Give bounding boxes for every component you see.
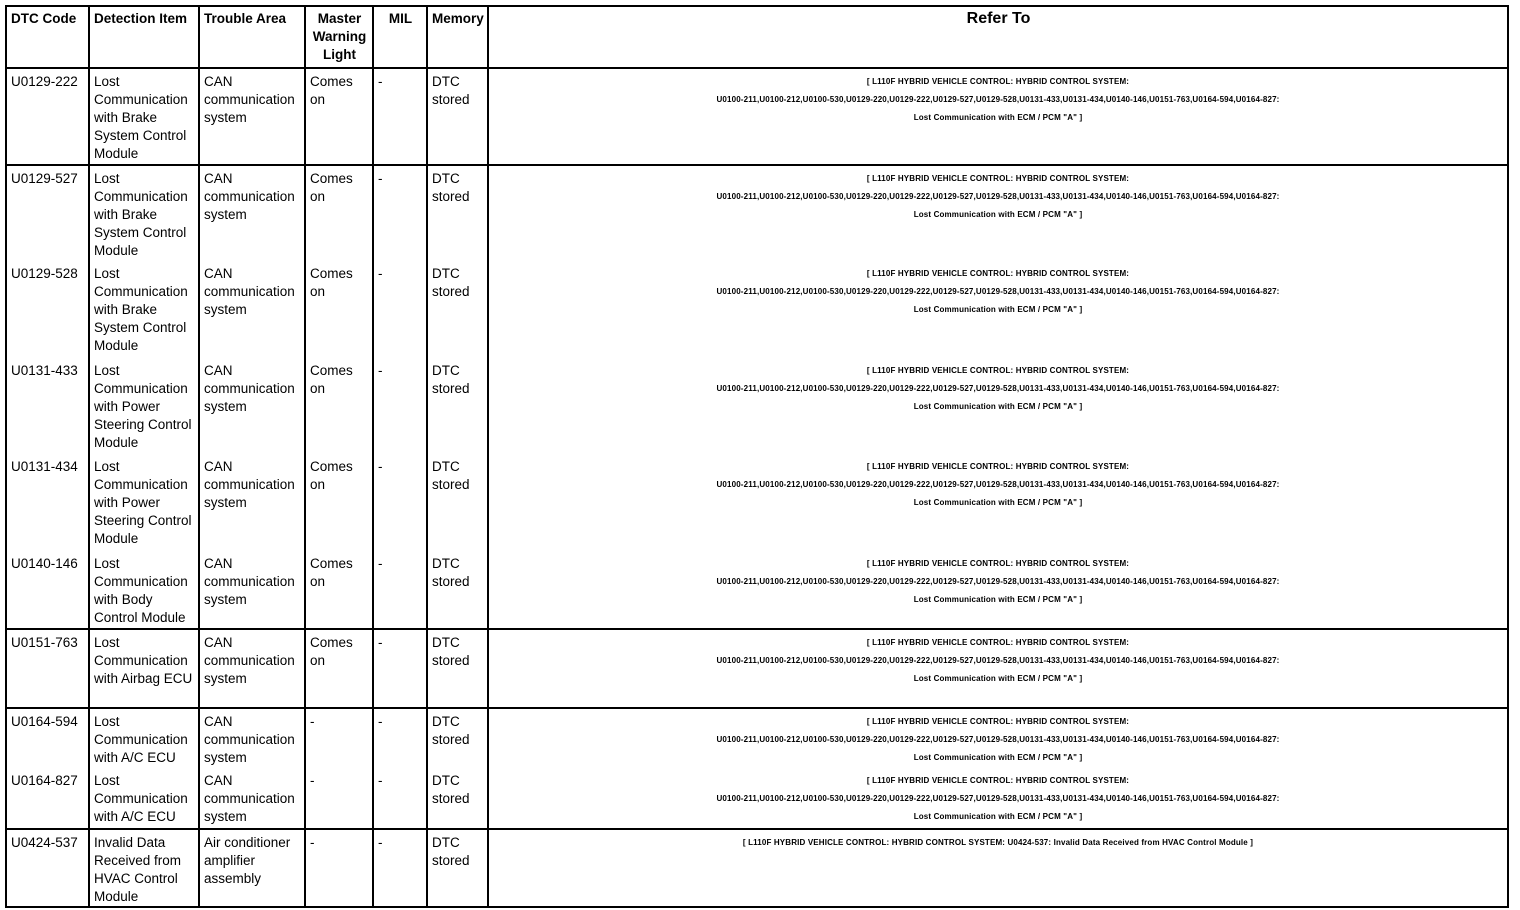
refer-line-1: [ L110F HYBRID VEHICLE CONTROL: HYBRID CONTROL SYSTEM: [866, 559, 1130, 568]
dtc-code: U0140-146 [6, 551, 89, 629]
memory-value: DTC stored [427, 829, 488, 907]
detection-item: Invalid Data Received from HVAC Control Module [89, 829, 199, 907]
table-row [6, 629, 1508, 708]
refer-line-2: U0100-211,U0100-212,U0100-530,U0129-220,U0129-222,U0129-527,U0129-528,U0131-433,U0131-434,U0140-146,U0151-763,U0164-594,U0164-827: [716, 95, 1280, 104]
refer-to-link[interactable] [488, 708, 1508, 768]
trouble-area: CAN communication system [199, 68, 305, 165]
refer-line-3: Lost Communication with ECM / PCM "A" ] [913, 498, 1083, 507]
memory-value: DTC stored [427, 358, 488, 454]
refer-to-link[interactable] [488, 68, 1508, 165]
refer-line-3: Lost Communication with ECM / PCM "A" ] [913, 595, 1083, 604]
dtc-table [5, 5, 1509, 908]
dtc-code: U0129-527 [6, 165, 89, 261]
trouble-area: CAN communication system [199, 629, 305, 708]
refer-line-3: Lost Communication with ECM / PCM "A" ] [913, 812, 1083, 821]
detection-item: Lost Communication with Power Steering Control Module [89, 454, 199, 551]
table-row [6, 829, 1508, 907]
memory-value: DTC stored [427, 68, 488, 165]
refer-to-link[interactable] [488, 551, 1508, 629]
dtc-code: U0129-528 [6, 261, 89, 358]
refer-line-1: [ L110F HYBRID VEHICLE CONTROL: HYBRID CONTROL SYSTEM: [866, 776, 1130, 785]
table-row [6, 358, 1508, 454]
header-refer-to: Refer To [488, 6, 1508, 68]
refer-line-1: [ L110F HYBRID VEHICLE CONTROL: HYBRID CONTROL SYSTEM: [866, 638, 1130, 647]
dtc-code: U0131-434 [6, 454, 89, 551]
refer-line-single: [ L110F HYBRID VEHICLE CONTROL: HYBRID CONTROL SYSTEM: U0424-537: Invalid Data Received from HVAC Control Module ] [742, 838, 1254, 847]
mil-value: - [373, 358, 427, 454]
header-dtc-code: DTC Code [6, 6, 89, 68]
detection-item: Lost Communication with Brake System Control Module [89, 68, 199, 165]
refer-to-link[interactable] [488, 629, 1508, 708]
mil-value: - [373, 551, 427, 629]
memory-value: DTC stored [427, 165, 488, 261]
header-master-warning-light: Master Warning Light [305, 6, 373, 68]
detection-item: Lost Communication with A/C ECU [89, 708, 199, 768]
trouble-area: CAN communication system [199, 708, 305, 768]
refer-to-link[interactable] [488, 768, 1508, 829]
mil-value: - [373, 629, 427, 708]
table-row [6, 551, 1508, 629]
refer-line-1: [ L110F HYBRID VEHICLE CONTROL: HYBRID CONTROL SYSTEM: [866, 77, 1130, 86]
detection-item: Lost Communication with Airbag ECU [89, 629, 199, 708]
mil-value: - [373, 768, 427, 829]
header-row [6, 6, 1508, 68]
master-warning-light: Comes on [305, 261, 373, 358]
dtc-code: U0151-763 [6, 629, 89, 708]
detection-item: Lost Communication with Power Steering Control Module [89, 358, 199, 454]
refer-line-2: U0100-211,U0100-212,U0100-530,U0129-220,U0129-222,U0129-527,U0129-528,U0131-433,U0131-434,U0140-146,U0151-763,U0164-594,U0164-827: [716, 384, 1280, 393]
refer-line-3: Lost Communication with ECM / PCM "A" ] [913, 305, 1083, 314]
refer-line-1: [ L110F HYBRID VEHICLE CONTROL: HYBRID CONTROL SYSTEM: [866, 366, 1130, 375]
refer-to-link[interactable] [488, 165, 1508, 261]
table-row [6, 454, 1508, 551]
dtc-code: U0164-827 [6, 768, 89, 829]
header-memory: Memory [427, 6, 488, 68]
trouble-area: CAN communication system [199, 358, 305, 454]
table-row [6, 768, 1508, 829]
header-detection-item: Detection Item [89, 6, 199, 68]
memory-value: DTC stored [427, 629, 488, 708]
dtc-code: U0424-537 [6, 829, 89, 907]
header-mil: MIL [373, 6, 427, 68]
refer-line-1: [ L110F HYBRID VEHICLE CONTROL: HYBRID CONTROL SYSTEM: [866, 269, 1130, 278]
table-row [6, 261, 1508, 358]
table-row [6, 68, 1508, 165]
master-warning-light: - [305, 768, 373, 829]
refer-to-link[interactable] [488, 829, 1508, 907]
refer-to-link[interactable] [488, 261, 1508, 358]
detection-item: Lost Communication with Body Control Module [89, 551, 199, 629]
memory-value: DTC stored [427, 768, 488, 829]
refer-line-2: U0100-211,U0100-212,U0100-530,U0129-220,U0129-222,U0129-527,U0129-528,U0131-433,U0131-434,U0140-146,U0151-763,U0164-594,U0164-827: [716, 656, 1280, 665]
trouble-area: Air conditioner amplifier assembly [199, 829, 305, 907]
refer-line-3: Lost Communication with ECM / PCM "A" ] [913, 210, 1083, 219]
mil-value: - [373, 454, 427, 551]
refer-line-2: U0100-211,U0100-212,U0100-530,U0129-220,U0129-222,U0129-527,U0129-528,U0131-433,U0131-434,U0140-146,U0151-763,U0164-594,U0164-827: [716, 192, 1280, 201]
trouble-area: CAN communication system [199, 165, 305, 261]
mil-value: - [373, 165, 427, 261]
master-warning-light: Comes on [305, 551, 373, 629]
mil-value: - [373, 68, 427, 165]
refer-line-1: [ L110F HYBRID VEHICLE CONTROL: HYBRID CONTROL SYSTEM: [866, 717, 1130, 726]
master-warning-light: - [305, 708, 373, 768]
detection-item: Lost Communication with Brake System Control Module [89, 261, 199, 358]
memory-value: DTC stored [427, 551, 488, 629]
mil-value: - [373, 708, 427, 768]
master-warning-light: Comes on [305, 454, 373, 551]
master-warning-light: Comes on [305, 358, 373, 454]
trouble-area: CAN communication system [199, 768, 305, 829]
refer-line-3: Lost Communication with ECM / PCM "A" ] [913, 402, 1083, 411]
detection-item: Lost Communication with Brake System Control Module [89, 165, 199, 261]
master-warning-light: Comes on [305, 68, 373, 165]
mil-value: - [373, 829, 427, 907]
refer-line-2: U0100-211,U0100-212,U0100-530,U0129-220,U0129-222,U0129-527,U0129-528,U0131-433,U0131-434,U0140-146,U0151-763,U0164-594,U0164-827: [716, 794, 1280, 803]
header-trouble-area: Trouble Area [199, 6, 305, 68]
master-warning-light: Comes on [305, 629, 373, 708]
dtc-code: U0131-433 [6, 358, 89, 454]
table-row [6, 708, 1508, 768]
refer-to-link[interactable] [488, 454, 1508, 551]
refer-to-link[interactable] [488, 358, 1508, 454]
memory-value: DTC stored [427, 261, 488, 358]
refer-line-2: U0100-211,U0100-212,U0100-530,U0129-220,U0129-222,U0129-527,U0129-528,U0131-433,U0131-434,U0140-146,U0151-763,U0164-594,U0164-827: [716, 287, 1280, 296]
trouble-area: CAN communication system [199, 551, 305, 629]
dtc-code: U0129-222 [6, 68, 89, 165]
master-warning-light: - [305, 829, 373, 907]
refer-line-3: Lost Communication with ECM / PCM "A" ] [913, 113, 1083, 122]
trouble-area: CAN communication system [199, 261, 305, 358]
refer-line-1: [ L110F HYBRID VEHICLE CONTROL: HYBRID CONTROL SYSTEM: [866, 462, 1130, 471]
master-warning-light: Comes on [305, 165, 373, 261]
dtc-code: U0164-594 [6, 708, 89, 768]
detection-item: Lost Communication with A/C ECU [89, 768, 199, 829]
refer-line-2: U0100-211,U0100-212,U0100-530,U0129-220,U0129-222,U0129-527,U0129-528,U0131-433,U0131-434,U0140-146,U0151-763,U0164-594,U0164-827: [716, 577, 1280, 586]
refer-line-3: Lost Communication with ECM / PCM "A" ] [913, 753, 1083, 762]
refer-line-1: [ L110F HYBRID VEHICLE CONTROL: HYBRID CONTROL SYSTEM: [866, 174, 1130, 183]
refer-line-2: U0100-211,U0100-212,U0100-530,U0129-220,U0129-222,U0129-527,U0129-528,U0131-433,U0131-434,U0140-146,U0151-763,U0164-594,U0164-827: [716, 480, 1280, 489]
table-row [6, 165, 1508, 261]
refer-line-2: U0100-211,U0100-212,U0100-530,U0129-220,U0129-222,U0129-527,U0129-528,U0131-433,U0131-434,U0140-146,U0151-763,U0164-594,U0164-827: [716, 735, 1280, 744]
memory-value: DTC stored [427, 708, 488, 768]
trouble-area: CAN communication system [199, 454, 305, 551]
mil-value: - [373, 261, 427, 358]
memory-value: DTC stored [427, 454, 488, 551]
refer-line-3: Lost Communication with ECM / PCM "A" ] [913, 674, 1083, 683]
